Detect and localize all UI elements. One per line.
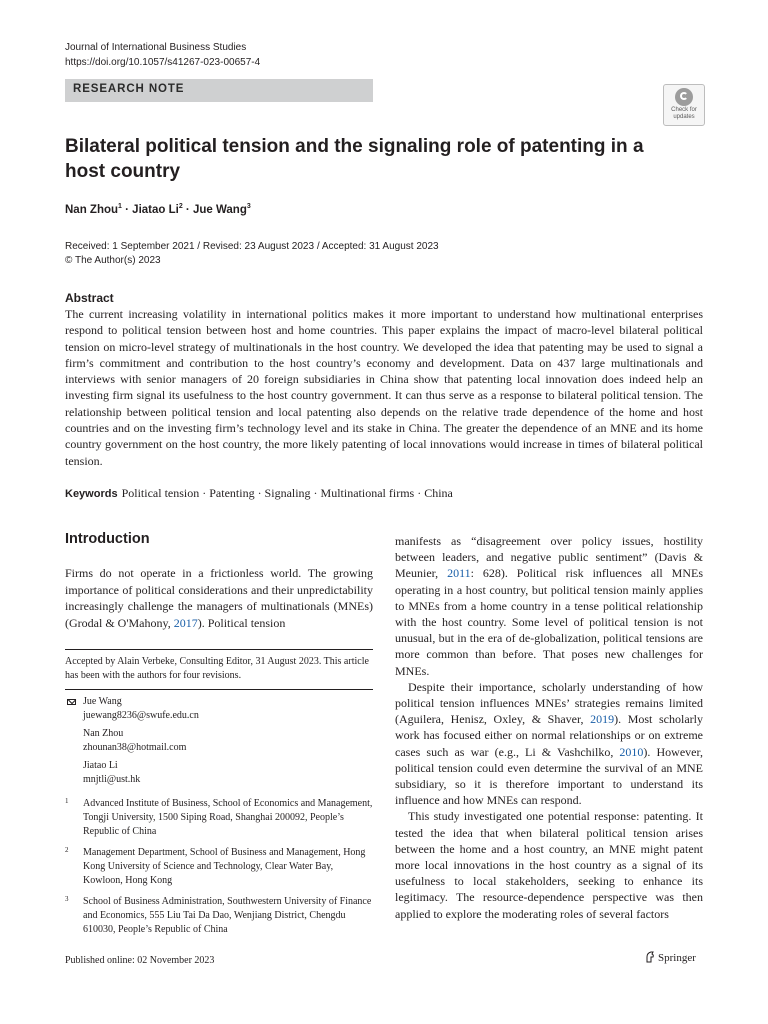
author-affil-sup: 1 [118,203,122,210]
springer-horse-icon [645,951,655,963]
citation-link[interactable]: 2010 [619,744,644,759]
refresh-icon [675,88,693,106]
introduction-heading: Introduction [65,531,150,547]
affiliation-entry [65,846,373,888]
keywords-list: Political tension · Patenting · Signaling · Multinational firms · China [121,486,453,500]
editor-note: Accepted by Alain Verbeke, Consulting Editor, 31 August 2023. This article has been with the authors for four revisions. [65,656,369,681]
affiliation-text: Management Department, School of Business and Management, Hong Kong University of Science and Technology, Clear Water Bay, Kowloon, Hong Kong [83,847,366,886]
author-separator: · [182,203,193,216]
contact-email[interactable]: juewang8236@swufe.edu.cn [83,710,199,721]
article-history [65,240,439,268]
abstract-text: The current increasing volatility in international politics makes it more important to understand how multinational enterprises respond to political tension between host and home countries. This paper explains the impact of macro-level bilateral political tension on micro-level strategy of multinationals in the host country. We developed the idea that patenting may be used to signal a firm’s commitment and contribution to the host country’s economy and development. Data on 437 large multinationals and interviews with senior managers of 20 foreign subsidiaries in China show that patenting local innovation does indeed help an investing firm signal its usefulness to the host country government. It can thus serve as a response to bilateral political tension. The relationship between political tension and local patenting also depends on the relative trade dependence of the home and host countries and on the investing firm’s technology level and its stake in China. The greater the dependence of an MNE and its home country government on the host country, the more likely patenting of local innovations would increase in times of bilateral political tension. [65,307,703,468]
citation-link[interactable]: 2019 [590,712,615,727]
contact-entry [65,759,373,787]
badge-line-2: updates [673,114,695,120]
paragraph-text: Despite their importance, scholarly understanding of how political tension influences MNEs’ strategies remains limited (Aguilera, Henisz, Oxley, & Shaver, [395,679,703,727]
paragraph-text: manifests as “disagreement over policy issues, hostility between leaders, and negative public sentiment” (Davis & Meunier, [395,534,703,581]
contact-entry [65,727,373,755]
affiliation-number: 2 [65,846,69,854]
citation-link[interactable]: 2017 [173,615,198,630]
intro-paragraph-1 [65,565,373,631]
paragraph-text: : 628). Political risk influences all MNEs operating in a host country, but political tension mainly applies to MNEs from a home country in a tense political relationship with the host country. Some level of political tension is not unusual, but in the era of de-globalization, political tensions are more common than before. That poses new challenges for MNEs. [395,566,704,678]
contact-name: Jue Wang [83,696,122,707]
author-separator: · [121,203,133,216]
affiliation-number: 1 [65,797,69,805]
affiliation-text: Advanced Institute of Business, School of Economics and Management, Tongji University, 1500 Siping Road, Shanghai 200092, People’s Republic of China [83,798,373,837]
intro-paragraph-3 [395,679,703,809]
published-date: Published online: 02 November 2023 [65,955,215,966]
publisher-name: Springer [658,952,696,964]
footnote-divider [65,689,373,690]
author-name[interactable]: Nan Zhou [65,203,119,216]
journal-name: Journal of International Business Studies [65,42,247,53]
contact-entry [65,695,373,723]
paragraph-text: Firms do not operate in a frictionless world. The growing importance of political considerations and their unpredictability increasingly challenge the managers of multinationals (MNEs) (Grodal & O'Mahony, [65,566,373,630]
contact-list [65,695,373,791]
author-affil-sup: 2 [178,203,183,210]
copyright: © The Author(s) 2023 [65,255,161,266]
affiliation-entry [65,797,373,839]
article-title: Bilateral political tension and the signaling role of patenting in a host country [65,136,644,182]
doi-link[interactable]: https://doi.org/10.1057/s41267-023-00657-4 [65,57,261,68]
badge-line-1: Check for [671,107,697,113]
publisher-logo[interactable] [645,951,696,964]
citation-link[interactable]: 2011 [447,566,471,581]
affiliation-number: 3 [65,895,69,903]
intro-right-column [395,533,703,922]
intro-paragraph-4: This study investigated one potential response: patenting. It tested the idea that when bilateral political tension arises between the home and a host country, an MNE might patent more local innovations in the host country as a signal of its usefulness to local stakeholders, seeking to enhance its legitimacy. The resource-dependence perspective was then applied to explore the moderating roles of several factors [395,809,703,921]
affiliation-list [65,797,373,944]
contact-email[interactable]: zhounan38@hotmail.com [83,742,187,753]
paragraph-text: ). However, political tension could even determine the survival of an MNE subsidiary, so it is therefore important to understand its influence and how MNEs can respond. [395,744,704,808]
check-for-updates-badge[interactable] [663,84,705,126]
affiliation-text: School of Business Administration, Southwestern University of Finance and Economics, 555 Liu Tai Da Dao, Wenjiang District, Chengdu 610030, People’s Republic of China [83,896,372,935]
paragraph-text: ). Political tension [197,615,286,630]
history-dates: Received: 1 September 2021 / Revised: 23 August 2023 / Accepted: 31 August 2023 [65,241,439,252]
affiliation-entry [65,895,373,937]
contact-name: Nan Zhou [83,728,124,739]
author-name[interactable]: Jiatao Li [132,203,179,216]
section-banner [65,79,373,102]
contact-email[interactable]: mnjtli@ust.hk [83,774,141,785]
keywords [65,486,453,501]
journal-header [65,40,260,70]
envelope-icon [67,699,76,705]
author-name[interactable]: Jue Wang [192,203,247,216]
keywords-label: Keywords [65,488,118,500]
abstract-heading: Abstract [65,291,114,305]
contact-name: Jiatao Li [83,760,118,771]
section-label: RESEARCH NOTE [73,83,185,95]
footnote-divider [65,649,373,650]
paragraph-text: ). Most scholarly work has focused either on normal relationships or on extreme cases such as war (e.g., Li & Vashchilko, [395,712,703,759]
intro-paragraph-2 [395,533,703,679]
author-list [65,203,251,216]
author-affil-sup: 3 [246,203,251,210]
